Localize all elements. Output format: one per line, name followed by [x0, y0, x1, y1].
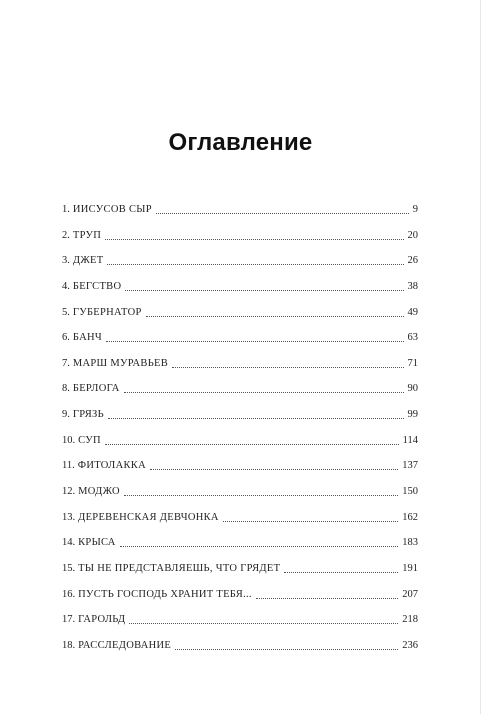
toc-entry-title: БЕРЛОГА: [72, 383, 120, 395]
toc-entry-page: 71: [407, 357, 418, 369]
toc-entry-number: 14.: [62, 537, 76, 549]
toc-entry: [62, 331, 418, 357]
toc-dot-leader: [106, 340, 404, 342]
toc-entry-page: 63: [407, 332, 418, 344]
table-of-contents: [62, 203, 418, 665]
toc-entry: [62, 203, 418, 229]
toc-entry-number: 8.: [62, 383, 70, 395]
toc-dot-leader: [150, 468, 398, 470]
toc-entry: [62, 382, 418, 408]
toc-entry-title: ГАРОЛЬД: [78, 614, 126, 626]
toc-entry: [62, 613, 418, 639]
toc-entry-number: 13.: [62, 511, 76, 523]
toc-entry-number: 12.: [62, 486, 76, 498]
toc-entry-title: ТЫ НЕ ПРЕДСТАВЛЯЕШЬ, ЧТО ГРЯДЕТ: [78, 562, 281, 574]
toc-entry: [62, 229, 418, 255]
toc-dot-leader: [175, 648, 398, 650]
toc-entry: [62, 588, 418, 614]
toc-entry: [62, 511, 418, 537]
toc-dot-leader: [172, 366, 403, 368]
toc-entry-title: ГРЯЗЬ: [72, 409, 104, 421]
toc-entry-number: 1.: [62, 204, 70, 215]
toc-entry: [62, 459, 418, 485]
toc-entry: [62, 485, 418, 511]
toc-entry-page: 218: [402, 614, 418, 626]
toc-entry: [62, 639, 418, 665]
toc-entry-title: МАРШ МУРАВЬЕВ: [72, 357, 169, 369]
toc-entry-number: 10.: [62, 434, 76, 446]
toc-entry-title: ПУСТЬ ГОСПОДЬ ХРАНИТ ТЕБЯ...: [78, 588, 252, 600]
toc-entry: [62, 536, 418, 562]
toc-dot-leader: [120, 545, 399, 547]
toc-entry: [62, 280, 418, 306]
toc-entry: [62, 434, 418, 460]
toc-entry-number: 15.: [62, 562, 76, 574]
toc-entry-number: 2.: [62, 229, 70, 241]
toc-dot-leader: [129, 622, 398, 624]
toc-entry-number: 4.: [62, 280, 70, 292]
toc-entry-number: 18.: [62, 639, 76, 651]
toc-dot-leader: [156, 212, 409, 214]
toc-entry: [62, 562, 418, 588]
toc-entry-number: 9.: [62, 409, 70, 421]
toc-dot-leader: [223, 520, 398, 522]
toc-dot-leader: [105, 443, 399, 445]
toc-entry-number: 17.: [62, 614, 76, 626]
toc-dot-leader: [284, 571, 398, 573]
toc-entry-number: 5.: [62, 306, 70, 318]
toc-entry-page: 207: [402, 588, 418, 600]
toc-entry-page: 49: [407, 306, 418, 318]
toc-entry-title: БАНЧ: [72, 332, 102, 344]
toc-entry-page: 162: [402, 511, 418, 523]
toc-entry-page: 99: [407, 409, 418, 421]
toc-entry-page: 236: [402, 639, 418, 651]
toc-dot-leader: [108, 417, 404, 419]
toc-entry-page: 9: [412, 204, 418, 215]
toc-dot-leader: [146, 315, 404, 317]
toc-entry-page: 183: [402, 537, 418, 549]
toc-entry-title: ТРУП: [72, 229, 102, 241]
toc-entry: [62, 357, 418, 383]
toc-entry-title: МОДЖО: [78, 486, 120, 498]
toc-entry-title: РАССЛЕДОВАНИЕ: [78, 639, 172, 651]
toc-entry-number: 11.: [62, 460, 75, 472]
toc-dot-leader: [105, 238, 403, 240]
toc-entry-title: ФИТОЛАККА: [77, 460, 146, 472]
toc-dot-leader: [124, 391, 404, 393]
toc-entry-page: 90: [407, 383, 418, 395]
toc-entry-page: 26: [407, 255, 418, 267]
toc-entry-title: ГУБЕРНАТОР: [72, 306, 142, 318]
toc-entry-page: 20: [407, 229, 418, 241]
toc-dot-leader: [256, 597, 398, 599]
page-title: Оглавление: [168, 129, 313, 156]
toc-dot-leader: [125, 289, 403, 291]
toc-dot-leader: [107, 263, 403, 265]
toc-entry-title: ДЕРЕВЕНСКАЯ ДЕВЧОНКА: [78, 511, 219, 523]
toc-entry-title: КРЫСА: [78, 537, 116, 549]
toc-entry-title: ДЖЕТ: [72, 255, 104, 267]
toc-entry-number: 16.: [62, 588, 76, 600]
toc-entry-page: 137: [402, 460, 418, 472]
toc-entry-page: 150: [402, 486, 418, 498]
toc-entry-number: 6.: [62, 332, 70, 344]
toc-entry-page: 114: [402, 434, 418, 446]
toc-dot-leader: [124, 494, 398, 496]
toc-entry: [62, 306, 418, 332]
toc-entry: [62, 254, 418, 280]
toc-entry-title: СУП: [78, 434, 101, 446]
toc-entry-page: 191: [402, 562, 418, 574]
toc-entry-number: 7.: [62, 357, 70, 369]
toc-entry-page: 38: [407, 280, 418, 292]
toc-entry: [62, 408, 418, 434]
toc-entry-title: ИИСУСОВ СЫР: [72, 204, 152, 215]
toc-entry-title: БЕГСТВО: [72, 280, 122, 292]
toc-entry-number: 3.: [62, 255, 70, 267]
